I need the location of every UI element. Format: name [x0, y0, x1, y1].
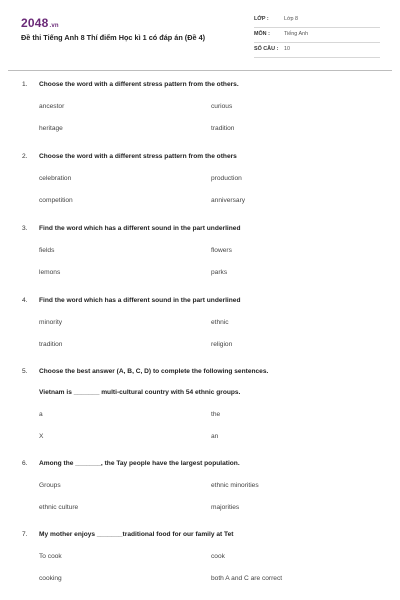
option-c[interactable]: competition: [39, 197, 73, 204]
option-b[interactable]: curious: [211, 103, 233, 110]
meta-subject-row: [254, 28, 380, 43]
question-number: 2.: [22, 153, 28, 160]
question-text: Among the _______, the Tay people have the largest population.: [39, 460, 240, 467]
question-text: Choose the word with a different stress pattern from the others: [39, 153, 237, 160]
meta-count-label: SỐ CÂU :: [254, 46, 279, 52]
option-b[interactable]: flowers: [211, 247, 232, 254]
option-d[interactable]: religion: [211, 341, 233, 348]
option-d[interactable]: tradition: [211, 125, 235, 132]
question-number: 4.: [22, 297, 28, 304]
meta-count-row: [254, 43, 380, 58]
option-a[interactable]: ancestor: [39, 103, 65, 110]
option-d[interactable]: parks: [211, 269, 228, 276]
question-text: Find the word which has a different sound in the part underlined: [39, 297, 241, 304]
option-b[interactable]: production: [211, 175, 242, 182]
option-d[interactable]: an: [211, 433, 219, 440]
logo-suffix: .vn: [49, 23, 59, 29]
option-c[interactable]: lemons: [39, 269, 61, 276]
meta-count-value: 10: [284, 46, 290, 52]
option-a[interactable]: minority: [39, 319, 63, 326]
question-number: 6.: [22, 460, 28, 467]
option-c[interactable]: ethnic culture: [39, 504, 79, 511]
option-a[interactable]: Groups: [39, 482, 61, 489]
meta-subject-value: Tiếng Anh: [284, 31, 309, 37]
question-sentence: Vietnam is _______ multi-cultural country with 54 ethnic groups.: [39, 389, 241, 396]
option-a[interactable]: a: [39, 411, 43, 418]
document-title: Đề thi Tiếng Anh 8 Thí điểm Học kì 1 có đáp án (Đề 4): [21, 33, 206, 42]
meta-class-value: Lớp 8: [284, 16, 299, 22]
question-text: Find the word which has a different sound in the part underlined: [39, 225, 241, 232]
question-text: My mother enjoys _______traditional food for our family at Tet: [39, 531, 234, 538]
option-a[interactable]: celebration: [39, 175, 72, 182]
page-header: [0, 0, 400, 70]
option-b[interactable]: ethnic: [211, 319, 229, 326]
option-d[interactable]: anniversary: [211, 197, 246, 204]
option-a[interactable]: To cook: [39, 553, 62, 560]
meta-class-row: [254, 13, 380, 28]
site-logo[interactable]: [21, 16, 59, 30]
option-a[interactable]: fields: [39, 247, 55, 254]
question-number: 3.: [22, 225, 28, 232]
option-b[interactable]: the: [211, 411, 221, 418]
option-d[interactable]: both A and C are correct: [211, 575, 283, 582]
meta-class-label: LỚP :: [254, 16, 269, 22]
option-b[interactable]: ethnic minorities: [211, 482, 259, 489]
option-c[interactable]: tradition: [39, 341, 63, 348]
logo-text: 2048: [21, 16, 49, 30]
question-text: Choose the word with a different stress pattern from the others.: [39, 81, 239, 88]
option-d[interactable]: majorities: [211, 504, 240, 511]
header-divider: [8, 70, 392, 71]
question-text: Choose the best answer (A, B, C, D) to complete the following sentences.: [39, 368, 269, 375]
option-b[interactable]: cook: [211, 553, 225, 560]
option-c[interactable]: heritage: [39, 125, 63, 132]
option-c[interactable]: X: [39, 433, 44, 440]
question-number: 1.: [22, 81, 28, 88]
question-number: 5.: [22, 368, 28, 375]
meta-subject-label: MÔN :: [254, 31, 270, 37]
question-number: 7.: [22, 531, 28, 538]
option-c[interactable]: cooking: [39, 575, 62, 582]
